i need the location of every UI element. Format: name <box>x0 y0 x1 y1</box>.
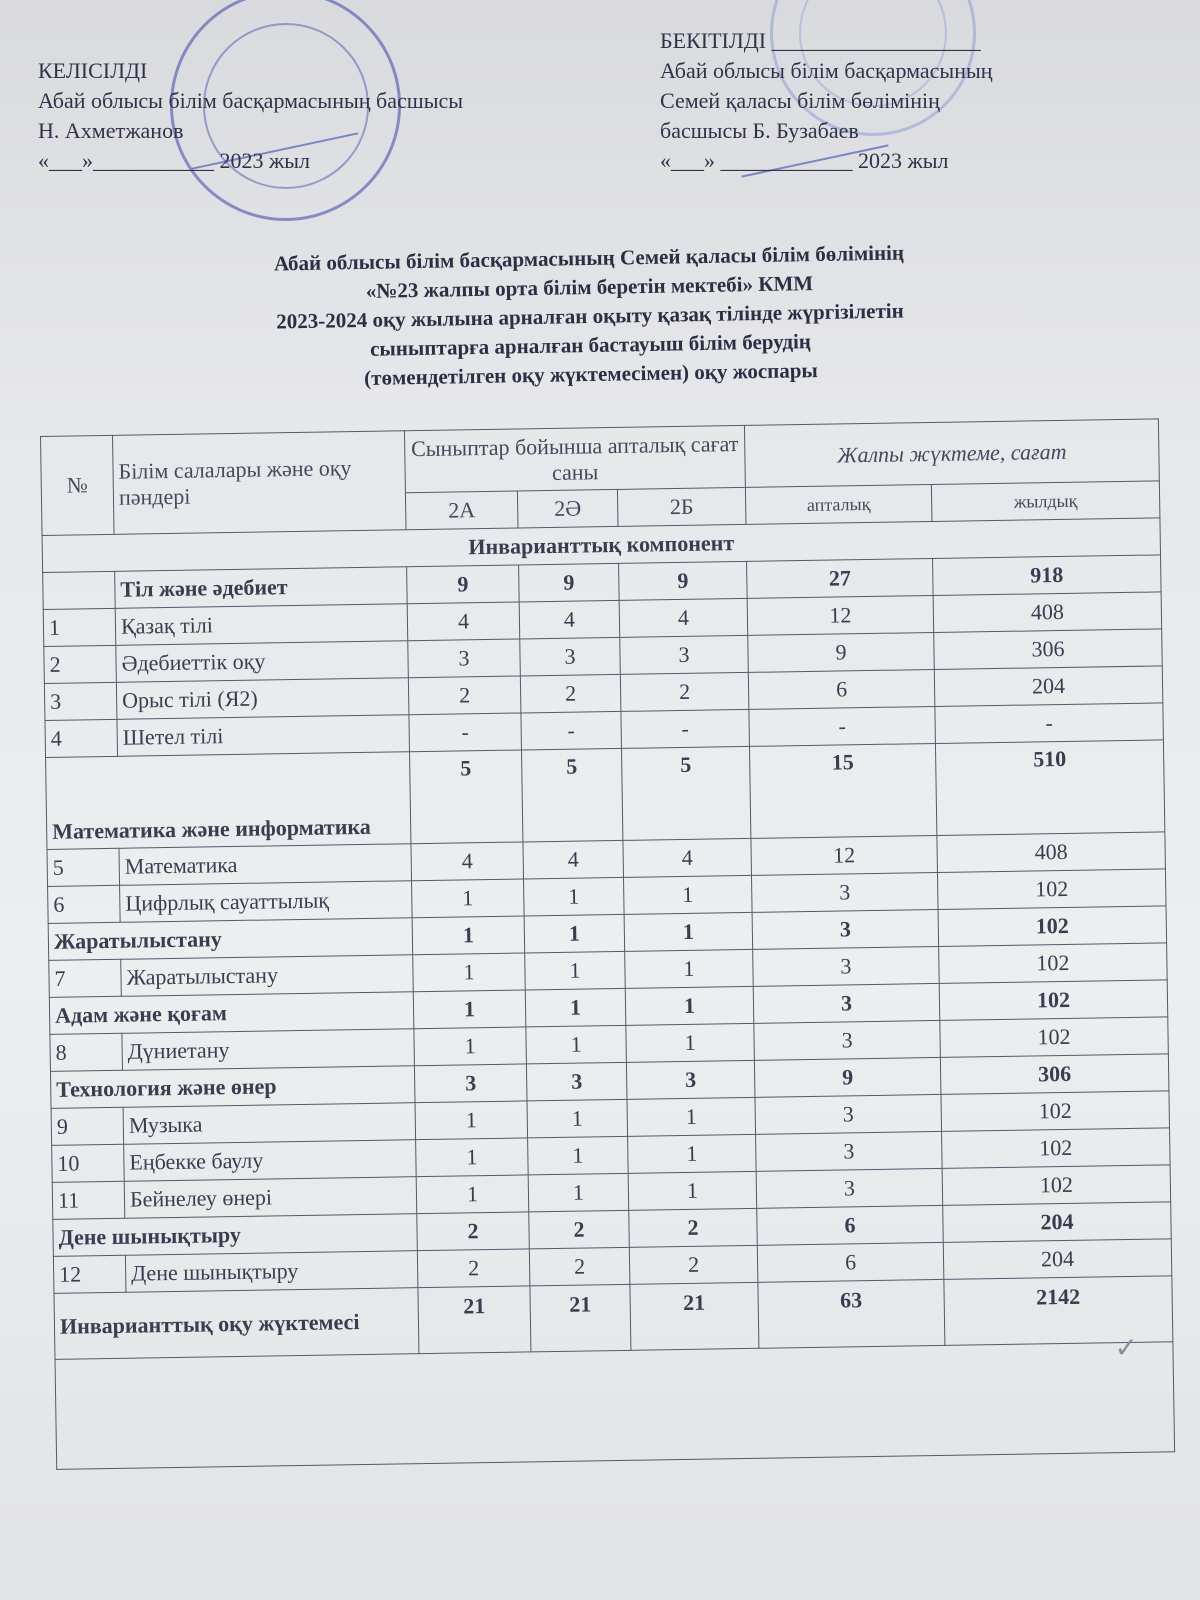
cell-b: 4 <box>623 838 752 877</box>
total-week: 63 <box>758 1279 945 1348</box>
cell-week: 3 <box>753 983 940 1023</box>
cell-year: 204 <box>934 666 1163 707</box>
cell-week: 27 <box>747 558 934 598</box>
total-ae: 21 <box>530 1284 631 1352</box>
cell-year: 918 <box>933 555 1162 596</box>
cell-b: 2 <box>629 1245 758 1284</box>
cell-year: 102 <box>941 1091 1170 1132</box>
total-a: 21 <box>418 1286 531 1354</box>
row-number: 10 <box>52 1144 125 1182</box>
cell-ae: 1 <box>524 914 625 953</box>
checkmark-icon: ✓ <box>1114 1332 1139 1365</box>
cell-week: 9 <box>754 1057 941 1097</box>
cell-year: 306 <box>934 629 1163 670</box>
cell-week: 9 <box>748 632 935 672</box>
subject-name: Шетел тілі <box>117 715 410 757</box>
cell-a: 3 <box>414 1064 527 1103</box>
group-name: Адам және қоғам <box>49 992 414 1035</box>
table-group-row <box>46 740 1165 850</box>
cell-ae: - <box>521 711 622 750</box>
row-number: 11 <box>52 1181 125 1219</box>
table-empty-row <box>55 1342 1175 1470</box>
cell-a: 1 <box>412 916 525 955</box>
total-year: 2142 <box>944 1276 1173 1346</box>
header-class-2ae: 2Ә <box>517 489 618 528</box>
title-line-3: 2023-2024 оқу жылына арналған оқыту қазақ тілінде жүргізілетін <box>276 298 904 334</box>
cell-b: 5 <box>621 746 750 840</box>
total-label: Инварианттық оқу жүктемесі <box>54 1288 419 1360</box>
cell-b: 1 <box>628 1134 757 1173</box>
cell-a: 2 <box>417 1212 530 1251</box>
approval-right-department: Семей қаласы білім бөлімінің <box>660 88 940 113</box>
cell-b: 1 <box>625 949 754 988</box>
cell-week: 15 <box>749 743 936 838</box>
row-number: 1 <box>43 608 116 646</box>
cell-week: 3 <box>756 1131 943 1171</box>
cell-year: 102 <box>938 906 1167 947</box>
section-invariant-component: Инварианттық компонент <box>42 518 1160 573</box>
subject-name: Музыка <box>123 1103 416 1145</box>
cell-year: 204 <box>943 1202 1172 1243</box>
empty-cell <box>55 1342 1175 1470</box>
subject-name: Еңбекке баулу <box>124 1140 417 1182</box>
cell-b: 2 <box>629 1208 758 1247</box>
approval-left-person: Н. Ахметжанов <box>38 118 184 143</box>
cell-b: 4 <box>619 598 748 637</box>
cell-a: 1 <box>413 953 526 992</box>
title-line-1: Абай облысы білім басқармасының Семей қаласы білім бөлімінің <box>273 240 905 276</box>
cell-ae: 2 <box>520 674 621 713</box>
cell-week: 3 <box>752 909 939 949</box>
subject-name: Бейнелеу өнері <box>124 1177 417 1219</box>
approval-block-approved <box>660 26 1180 176</box>
header-weekly: апталық <box>745 485 932 525</box>
row-number: 9 <box>51 1107 124 1145</box>
row-number: 12 <box>53 1255 126 1293</box>
cell-b: 1 <box>624 912 753 951</box>
approval-right-position: Абай облысы білім басқармасының <box>660 58 993 83</box>
cell-week: 3 <box>755 1094 942 1134</box>
header-classes-group: Сыныптар бойынша апталық сағат саны <box>404 425 745 492</box>
subject-name: Жаратылыстану <box>121 955 414 997</box>
cell-ae: 1 <box>528 1173 629 1212</box>
cell-a: 1 <box>415 1101 528 1140</box>
header-num: № <box>41 435 115 535</box>
row-number: 3 <box>44 682 117 720</box>
cell-week: 6 <box>757 1205 944 1245</box>
cell-a: 5 <box>410 750 523 844</box>
cell-ae: 9 <box>519 563 620 602</box>
cell-year: 408 <box>933 592 1162 633</box>
title-line-5: (төмендетілген оқу жүктемесімен) оқу жоспары <box>363 358 819 390</box>
cell-year: 102 <box>942 1165 1171 1206</box>
cell-a: 4 <box>411 842 524 881</box>
approval-right-date: «___» ____________ 2023 жыл <box>660 148 949 173</box>
document-title <box>149 236 1031 396</box>
cell-week: - <box>749 706 936 746</box>
cell-a: 9 <box>407 565 520 604</box>
cell-a: - <box>409 713 522 752</box>
header-class-2a: 2А <box>405 491 518 530</box>
cell-year: 510 <box>935 740 1164 836</box>
cell-week: 6 <box>757 1242 944 1282</box>
cell-ae: 1 <box>527 1099 628 1138</box>
approval-right-heading: БЕКІТІЛДІ ___________________ <box>660 28 981 53</box>
approval-right-person: басшысы Б. Бузабаев <box>660 118 859 143</box>
cell-a: 1 <box>414 1027 527 1066</box>
row-number: 6 <box>48 885 121 923</box>
header-total-group: Жалпы жүктеме, сағат <box>744 419 1159 487</box>
cell-a: 3 <box>408 639 521 678</box>
group-name: Технология және өнер <box>50 1066 415 1109</box>
cell-ae: 3 <box>520 637 621 676</box>
header-yearly: жылдық <box>931 481 1160 522</box>
cell-b: 1 <box>628 1171 757 1210</box>
cell-ae: 1 <box>528 1136 629 1175</box>
cell-ae: 3 <box>526 1062 627 1101</box>
cell-b: 2 <box>620 672 749 711</box>
row-number <box>43 571 116 609</box>
group-name: Тіл және әдебиет <box>115 567 408 609</box>
header-subject: Білім салалары және оқу пәндері <box>112 431 406 535</box>
subject-name: Дене шынықтыру <box>125 1251 418 1293</box>
subject-name: Дүниетану <box>122 1029 415 1071</box>
row-number: 5 <box>47 848 120 886</box>
cell-year: 306 <box>940 1054 1169 1095</box>
cell-week: 3 <box>753 946 940 986</box>
row-number: 7 <box>49 959 122 997</box>
cell-year: 408 <box>937 832 1166 873</box>
cell-ae: 1 <box>525 988 626 1027</box>
cell-year: 102 <box>940 1017 1169 1058</box>
cell-a: 2 <box>408 676 521 715</box>
cell-b: 1 <box>624 875 753 914</box>
cell-b: 3 <box>620 635 749 674</box>
group-name: Жаратылыстану <box>48 918 413 961</box>
cell-a: 1 <box>413 990 526 1029</box>
row-number: 8 <box>50 1033 123 1071</box>
cell-a: 1 <box>412 879 525 918</box>
cell-year: - <box>935 703 1164 744</box>
cell-ae: 1 <box>526 1025 627 1064</box>
approval-left-position: Абай облысы білім басқармасының басшысы <box>38 88 464 113</box>
cell-b: 1 <box>626 1023 755 1062</box>
approval-left-date: «___»___________ 2023 жыл <box>38 148 310 173</box>
approval-left-heading: КЕЛІСІЛДІ <box>38 58 148 83</box>
curriculum-table-wrap <box>40 418 1175 1537</box>
cell-year: 204 <box>943 1239 1172 1280</box>
row-number: 2 <box>44 645 117 683</box>
subject-name: Қазақ тілі <box>115 604 408 646</box>
cell-ae: 4 <box>523 840 624 879</box>
subject-name: Цифрлық сауаттылық <box>120 881 413 923</box>
cell-ae: 1 <box>525 951 626 990</box>
cell-year: 102 <box>937 869 1166 910</box>
cell-b: 3 <box>626 1060 755 1099</box>
cell-ae: 1 <box>524 877 625 916</box>
cell-b: 1 <box>627 1097 756 1136</box>
cell-a: 1 <box>416 1138 529 1177</box>
group-name: Дене шынықтыру <box>53 1214 418 1257</box>
header-class-2b: 2Б <box>617 487 746 526</box>
cell-ae: 5 <box>521 748 622 842</box>
cell-year: 102 <box>942 1128 1171 1169</box>
cell-ae: 2 <box>529 1210 630 1249</box>
cell-ae: 4 <box>519 600 620 639</box>
subject-name: Әдебиеттік оқу <box>116 641 409 683</box>
subject-name: Математика <box>119 844 412 886</box>
cell-a: 2 <box>417 1249 530 1288</box>
cell-week: 6 <box>748 669 935 709</box>
title-line-2: «№23 жалпы орта білім беретін мектебі» КММ <box>365 271 814 303</box>
cell-week: 12 <box>751 835 938 875</box>
cell-b: 9 <box>619 561 748 600</box>
subject-name: Орыс тілі (Я2) <box>116 678 409 720</box>
approval-block-agreed <box>38 56 598 176</box>
cell-year: 102 <box>939 980 1168 1021</box>
cell-b: - <box>621 709 750 748</box>
title-line-4: сыныптарға арналған бастауыш білім берудің <box>369 329 812 361</box>
cell-week: 3 <box>754 1020 941 1060</box>
cell-b: 1 <box>625 986 754 1025</box>
total-b: 21 <box>630 1282 759 1350</box>
cell-week: 12 <box>747 595 934 635</box>
curriculum-table <box>40 418 1175 1469</box>
cell-week: 3 <box>756 1168 943 1208</box>
row-number: 4 <box>45 719 118 757</box>
cell-ae: 2 <box>529 1247 630 1286</box>
cell-week: 3 <box>751 872 938 912</box>
cell-a: 4 <box>407 602 520 641</box>
cell-year: 102 <box>939 943 1168 984</box>
group-name: Математика және информатика <box>46 752 411 850</box>
cell-a: 1 <box>416 1175 529 1214</box>
